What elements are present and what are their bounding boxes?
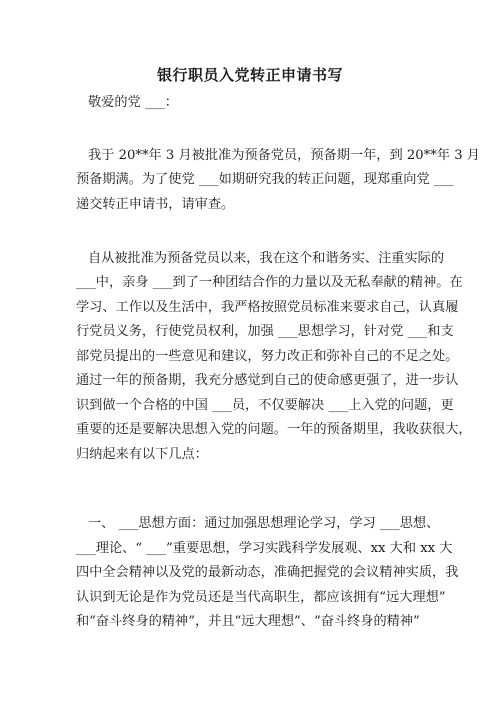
paragraph-2-line-9: 归纳起来有以下几点： (76, 447, 208, 462)
paragraph-2-line-6: 通过一年的预备期，我充分感觉到自己的使命感更强了，进一步认 (76, 373, 459, 388)
paragraph-3-line-3: 四中全会精神以及党的最新动态，准确把握党的会议精神实质，我 (76, 565, 459, 580)
paragraph-1-line-3: 递交转正申请书，请审查。 (76, 197, 235, 212)
paragraph-2-line-8: 重要的还是要解决思想入党的问题。一年的预备期里，我收获很大， (76, 422, 472, 437)
paragraph-3-line-1: 一、 ___思想方面：通过加强思想理论学习，学习 ___思想、 (88, 516, 440, 531)
paragraph-2-line-5: 部党员提出的一些意见和建议，努力改正和弥补自己的不足之处。 (76, 349, 459, 364)
paragraph-3-line-5: 和“奋斗终身的精神”，并且“远大理想”、“奋斗终身的精神” (76, 614, 420, 629)
paragraph-3-line-2: ___理论、“ ___”重要思想，学习实践科学发展观、xx 大和 xx 大 (76, 541, 453, 556)
paragraph-2-line-4: 行党员义务，行使党员权利，加强 ___思想学习，针对党 ___和支 (76, 324, 454, 339)
paragraph-2-line-1: 自从被批准为预备党员以来，我在这个和谐务实、注重实际的 (88, 251, 445, 266)
paragraph-2-line-3: 学习、工作以及生活中，我严格按照党员标准来要求自己，认真履 (76, 300, 459, 315)
paragraph-1-line-2: 预备期满。为了使党 ___如期研究我的转正问题，现郑重向党 ___ (76, 172, 454, 187)
paragraph-2-line-2: ___中，亲身 ___到了一种团结合作的力量以及无私奉献的精神。在 (76, 275, 463, 290)
paragraph-2-line-7: 识到做一个合格的中国 ___员，不仅要解决 ___上入党的问题，更 (76, 398, 454, 413)
paragraph-1-line-1: 我于 20**年 3 月被批准为预备党员，预备期一年，到 20**年 3 月 (88, 148, 480, 163)
salutation: 敬爱的党 ___： (88, 95, 178, 110)
document-title: 银行职员入党转正申请书写 (156, 66, 343, 84)
paragraph-3-line-4: 认识到无论是作为党员还是当代高职生，都应该拥有“远大理想” (76, 590, 446, 605)
